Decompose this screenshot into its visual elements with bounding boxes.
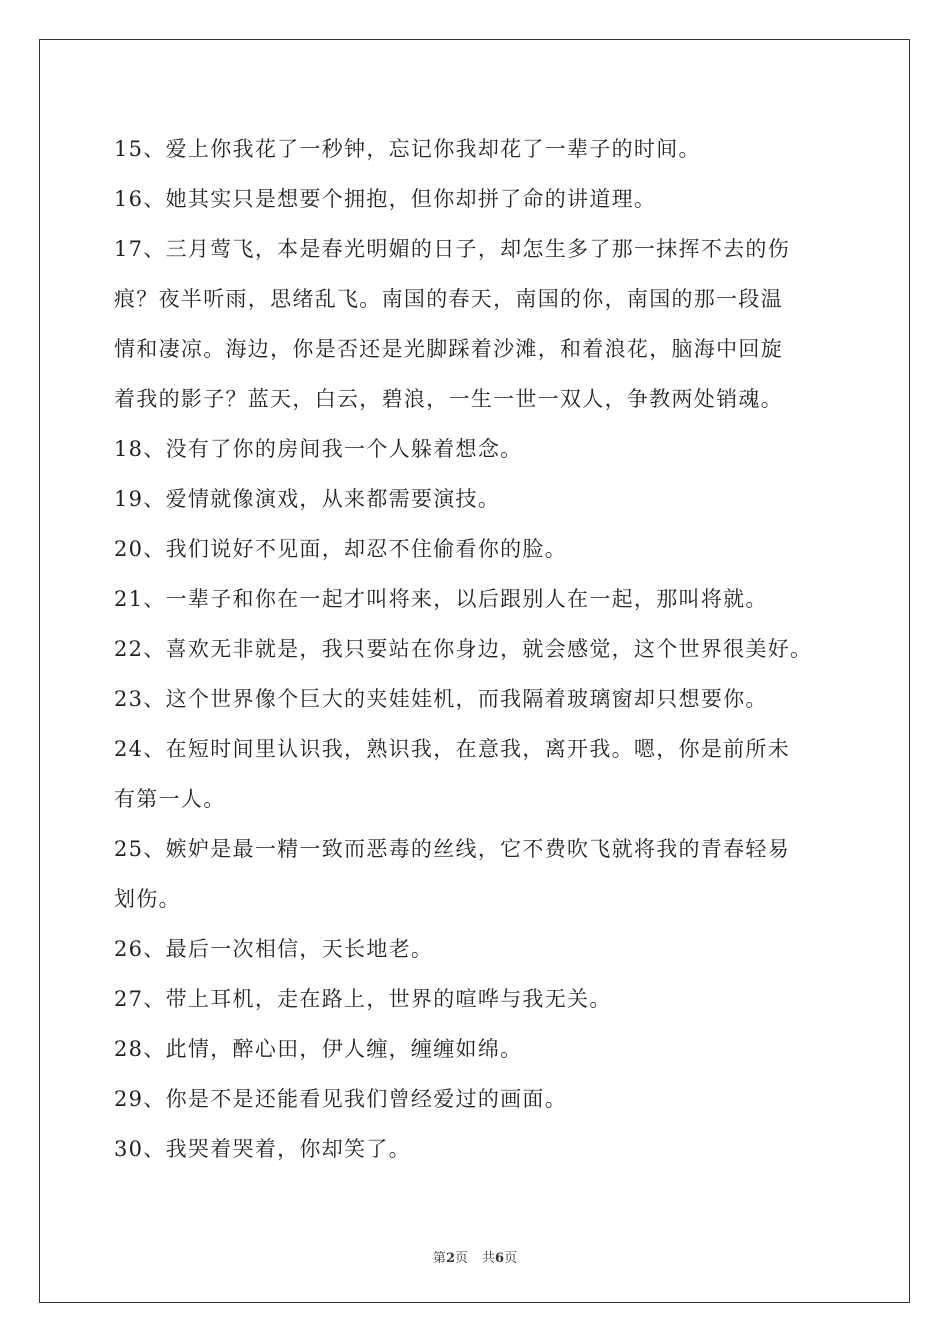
text-line: 18、没有了你的房间我一个人躲着想念。	[114, 437, 523, 461]
text-line: 17、三月莺飞，本是春光明媚的日子，却怎生多了那一抹挥不去的伤	[114, 237, 791, 261]
text-line: 痕？夜半听雨，思绪乱飞。南国的春天，南国的你，南国的那一段温	[114, 287, 783, 311]
text-line: 着我的影子？蓝天，白云，碧浪，一生一世一双人，争教两处销魂。	[114, 387, 783, 411]
text-line: 22、喜欢无非就是，我只要站在你身边，就会感觉，这个世界很美好。	[114, 637, 813, 661]
text-line: 24、在短时间里认识我，熟识我，在意我，离开我。嗯，你是前所未	[114, 737, 791, 761]
total-suffix: 页	[504, 1251, 518, 1266]
text-line: 情和凄凉。海边，你是否还是光脚踩着沙滩，和着浪花，脑海中回旋	[114, 337, 783, 361]
text-line: 划伤。	[114, 887, 181, 911]
text-line: 28、此情，醉心田，伊人缠，缠缠如绵。	[114, 1037, 523, 1061]
text-line: 21、一辈子和你在一起才叫将来，以后跟别人在一起，那叫将就。	[114, 587, 768, 611]
text-line: 30、我哭着哭着，你却笑了。	[114, 1137, 411, 1161]
text-line: 15、爱上你我花了一秒钟，忘记你我却花了一辈子的时间。	[114, 137, 701, 161]
text-line: 25、嫉妒是最一精一致而恶毒的丝线，它不费吹飞就将我的青春轻易	[114, 837, 791, 861]
total-page-count: 6	[495, 1251, 505, 1266]
text-line: 20、我们说好不见面，却忍不住偷看你的脸。	[114, 537, 568, 561]
text-line: 19、爱情就像演戏，从来都需要演技。	[114, 487, 501, 511]
text-line: 27、带上耳机，走在路上，世界的喧哗与我无关。	[114, 987, 612, 1011]
page-suffix: 页	[454, 1251, 468, 1266]
text-line: 29、你是不是还能看见我们曾经爱过的画面。	[114, 1087, 568, 1111]
text-line: 23、这个世界像个巨大的夹娃娃机，而我隔着玻璃窗却只想要你。	[114, 687, 768, 711]
page-prefix: 第	[432, 1251, 446, 1266]
total-prefix: 共	[482, 1251, 496, 1266]
text-line: 26、最后一次相信，天长地老。	[114, 937, 434, 961]
text-line: 有第一人。	[114, 787, 226, 811]
text-line: 16、她其实只是想要个拥抱，但你却拼了命的讲道理。	[114, 187, 657, 211]
document-body	[114, 124, 854, 1174]
current-page-number: 2	[445, 1251, 455, 1266]
page-footer	[0, 1247, 950, 1266]
